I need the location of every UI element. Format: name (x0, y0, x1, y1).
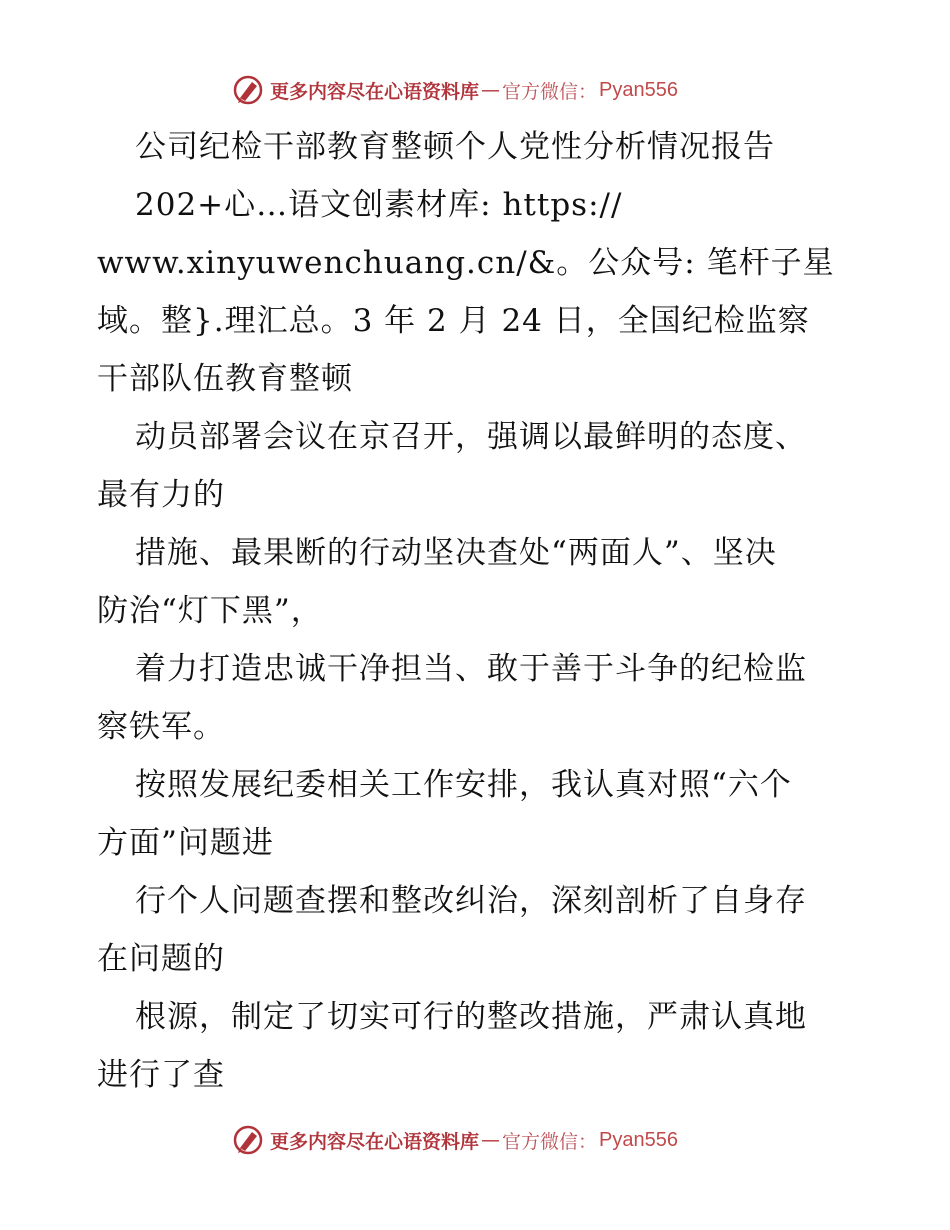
header-wechat-label: 官方微信： (502, 80, 598, 103)
text-line: 进行了查 (97, 1057, 225, 1093)
text-line: 察铁军。 (97, 709, 225, 745)
text-line: 域。整}.理汇总。3 年 2 月 24 日，全国纪检监察 (97, 303, 810, 339)
text-line: 防治“灯下黑”， (97, 593, 323, 629)
text-line: 按照发展纪委相关工作安排，我认真对照“六个 (135, 767, 792, 803)
text-line: 动员部署会议在京召开，强调以最鲜明的态度、 (135, 419, 807, 455)
text-line: 措施、最果断的行动坚决查处“两面人”、坚决 (135, 535, 777, 571)
text-line: 在问题的 (97, 941, 225, 977)
footer-wechat-label: 官方微信： (502, 1130, 598, 1153)
footer-wechat-id: Pyan556 (599, 1128, 678, 1151)
header-banner-dash: — (481, 79, 501, 101)
footer-banner-text: 更多内容尽在心语资料库 (270, 1130, 480, 1153)
text-line: www.xinyuwenchuang.cn/&。公众号: 笔杆子星 (97, 245, 835, 281)
header-banner[interactable] (232, 72, 752, 108)
footer-banner-dash: — (481, 1129, 501, 1151)
pen-logo-icon (232, 74, 264, 106)
header-banner-text: 更多内容尽在心语资料库 (270, 80, 480, 103)
text-line: 方面”问题进 (97, 825, 274, 861)
text-line: 干部队伍教育整顿 (97, 361, 353, 397)
pen-logo-icon (232, 1124, 264, 1156)
header-wechat-id: Pyan556 (599, 78, 678, 101)
document-title: 公司纪检干部教育整顿个人党性分析情况报告 (135, 129, 775, 165)
document-body (97, 118, 857, 1104)
text-line: 着力打造忠诚干净担当、敢于善于斗争的纪检监 (135, 651, 807, 687)
text-line: 根源，制定了切实可行的整改措施，严肃认真地 (135, 999, 807, 1035)
text-line: 最有力的 (97, 477, 225, 513)
text-line: 202+心…语文创素材库: https:// (135, 187, 623, 223)
footer-banner[interactable] (232, 1122, 752, 1158)
text-line: 行个人问题查摆和整改纠治，深刻剖析了自身存 (135, 883, 807, 919)
